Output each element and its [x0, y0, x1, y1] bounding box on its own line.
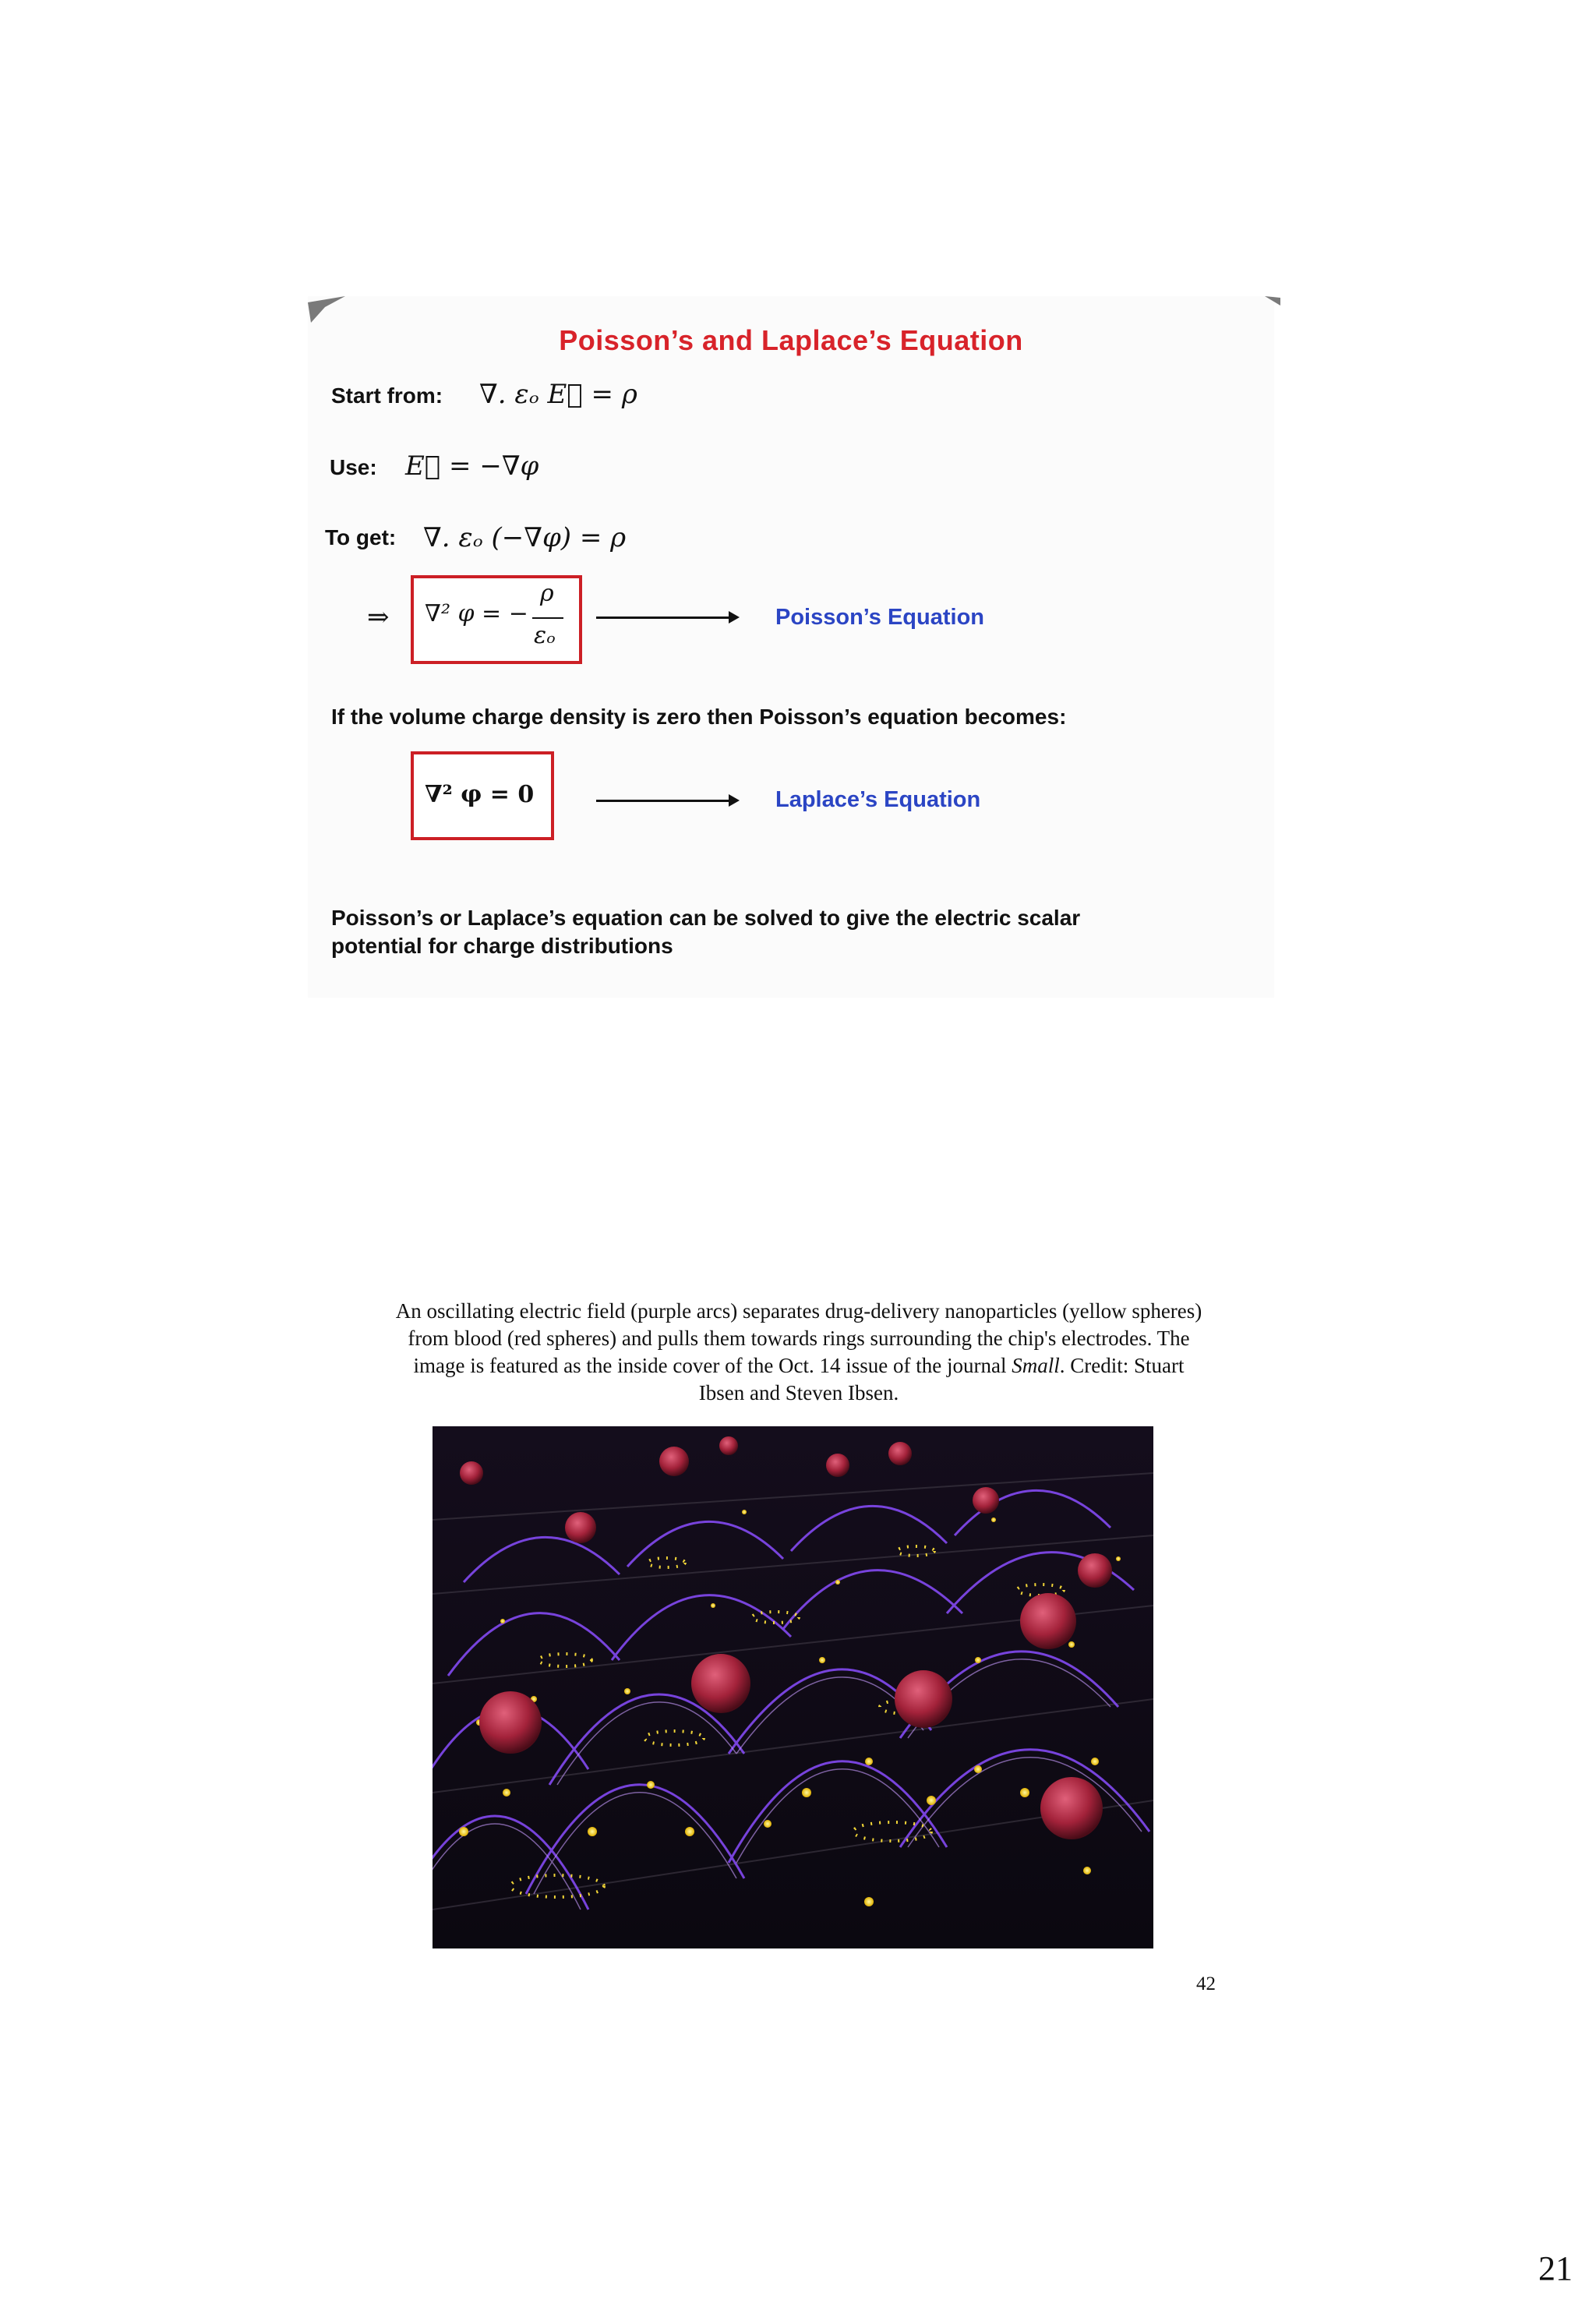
poisson-equation-name: Poisson’s Equation	[775, 605, 985, 630]
caption-journal: Small	[1012, 1354, 1060, 1377]
fraction-bar	[532, 617, 563, 619]
poisson-denominator: εₒ	[534, 622, 556, 649]
slide-title: Poisson’s and Laplace’s Equation	[559, 324, 1023, 356]
nanoparticle-artwork	[433, 1426, 1153, 1948]
conclusion-line-1: Poisson’s or Laplace’s equation can be solved to give the electric scalar	[331, 906, 1081, 930]
slide-corner-marker-right	[1265, 296, 1282, 307]
poisson-arrow	[596, 617, 736, 619]
caption-text-2: . Credit: Stuart Ibsen and Steven Ibsen.	[698, 1354, 1185, 1404]
laplace-equation: ∇² φ = 0	[425, 781, 535, 808]
poisson-equation-box	[411, 575, 582, 664]
laplace-equation-box	[411, 751, 554, 840]
start-equation: ∇. εₒ E⃗ = ρ	[479, 379, 637, 410]
slide-corner-marker	[308, 296, 347, 323]
start-label: Start from:	[331, 383, 443, 408]
image-caption	[390, 1298, 1208, 1407]
lecture-slide	[308, 296, 1274, 998]
use-label: Use:	[330, 455, 377, 479]
laplace-arrow	[596, 800, 736, 802]
implies-symbol: ⇒	[367, 602, 390, 633]
slide-number: 42	[1196, 1973, 1216, 1994]
use-equation: E⃗ = −∇φ	[405, 450, 539, 482]
condition-text: If the volume charge density is zero then Poisson’s equation becomes:	[331, 705, 1067, 729]
page-number: 21	[1538, 2249, 1573, 2288]
toget-equation: ∇. εₒ (−∇φ) = ρ	[423, 522, 627, 553]
poisson-numerator: ρ	[540, 580, 554, 607]
poisson-equation-lhs: ∇² φ = −	[425, 600, 528, 627]
laplace-equation-name: Laplace’s Equation	[775, 787, 981, 812]
conclusion-line-2: potential for charge distributions	[331, 934, 673, 958]
caption-text-1: An oscillating electric field (purple arcs) separates drug-delivery nanoparticles (yellow spheres) from blood (red spheres) and pulls them towards rings surrounding the chip's electrodes. The image is featured as the inside cover of the Oct. 14 issue of the journal	[395, 1299, 1202, 1377]
toget-label: To get:	[325, 525, 397, 549]
nanoparticle-illustration	[433, 1426, 1153, 1948]
